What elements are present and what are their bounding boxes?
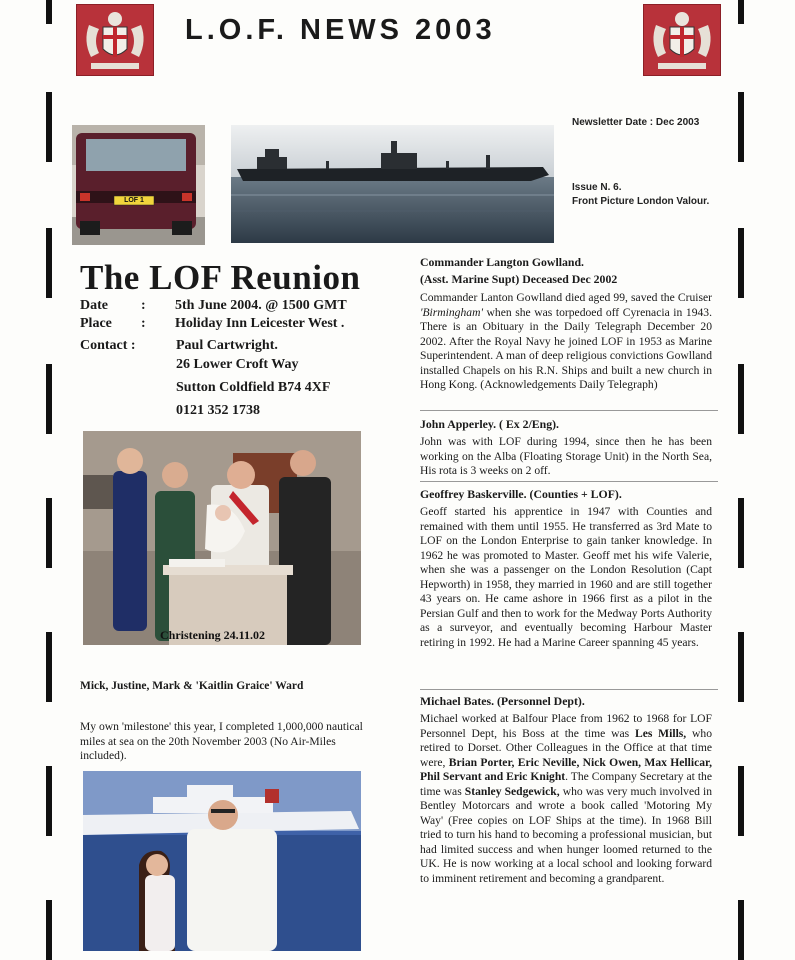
newsletter-date: Newsletter Date : Dec 2003 — [572, 117, 700, 128]
contact-address-line2: Sutton Coldfield B74 4XF — [176, 380, 331, 395]
margin-bar — [46, 632, 52, 702]
margin-bar — [46, 228, 52, 298]
baskerville-heading: Geoffrey Baskerville. (Counties + LOF). — [420, 487, 622, 501]
bates-name-sedgewick: Stanley Sedgewick, — [464, 784, 560, 798]
margin-bar — [738, 92, 744, 162]
christening-photo-caption: Christening 24.11.02 — [160, 628, 266, 642]
divider — [420, 481, 718, 482]
milestone-text: My own 'milestone' this year, I completed 1,000,000 nautical miles at sea on the 20th November 2003 (No Air-Miles included). — [80, 720, 363, 762]
bates-text-3: . The Company Secretary at the time was — [420, 770, 712, 798]
ship-photo-london-valour — [231, 125, 554, 243]
bates-name-les-mills: Les Mills, — [634, 726, 687, 740]
masthead-title: L.O.F. NEWS 2003 — [185, 14, 496, 46]
margin-bar — [46, 364, 52, 434]
bates-body — [420, 712, 712, 886]
margin-bar — [46, 0, 52, 24]
bates-colleague-names: Brian Porter, Eric Neville, Nick Owen, Max Hellicar, Phil Servant and Eric Knight — [420, 755, 712, 783]
bates-text-1: Michael worked at Balfour Place from 1962 to 1968 for LOF Personnel Dept, his Boss at the time was — [420, 712, 712, 740]
coat-of-arms-left-icon — [76, 4, 154, 76]
car-photo — [72, 125, 205, 245]
date-colon: : — [141, 298, 146, 313]
place-value: Holiday Inn Leicester West . — [175, 316, 345, 331]
christening-caption: Mick, Justine, Mark & 'Kaitlin Graice' Ward — [80, 680, 304, 692]
gowlland-heading: Commander Langton Gowlland. — [420, 255, 584, 269]
apperley-heading: John Apperley. ( Ex 2/Eng). — [420, 417, 559, 431]
contact-address-line1: 26 Lower Croft Way — [176, 357, 299, 372]
margin-bar — [46, 92, 52, 162]
gowlland-ship-name: 'Birmingham' — [420, 305, 483, 319]
reunion-headline: The LOF Reunion — [80, 258, 361, 297]
margin-bar — [738, 900, 744, 960]
gowlland-body-start: Commander Lanton Gowlland died aged 99, saved the Cruiser — [420, 291, 712, 304]
margin-bar — [738, 632, 744, 702]
gowlland-subheading: (Asst. Marine Supt) Deceased Dec 2002 — [420, 272, 618, 286]
date-label: Date — [80, 298, 108, 313]
issue-number: Issue N. 6. — [572, 182, 622, 193]
date-value: 5th June 2004. @ 1500 GMT — [175, 298, 347, 313]
place-colon: : — [141, 316, 146, 331]
cruise-photo — [83, 771, 361, 951]
front-picture-note: Front Picture London Valour. — [572, 196, 710, 207]
margin-bar — [738, 0, 744, 24]
margin-bar — [46, 766, 52, 836]
margin-bar — [46, 900, 52, 960]
place-label: Place — [80, 316, 112, 331]
bates-text-2: who retired to Dorset. Other Colleagues in the Office at that time were, — [420, 726, 712, 769]
baskerville-body: Geoff started his apprentice in 1947 with Counties and remained with them until 1955. He transferred as 3rd Mate to LOF on the London Enterprise to gain tanker knowledge. In 1962 he was promoted to Master. Geoff met his wife Valerie, when she was a passenger on the London Resolution (Capt Hepworth) in 1958, they married in 1960 and are still together 43 years on. He came ashore in 1966 first as a pilot in the Persian Gulf and then to work for the Medway Ports Authority as a surveyor, and eventually becoming Harbour Master retiring in 1992. He had a Marine Career spanning 45 years. — [420, 505, 712, 649]
divider — [420, 689, 718, 690]
margin-bar — [738, 498, 744, 568]
christening-photo — [83, 431, 361, 645]
margin-bar — [738, 766, 744, 836]
margin-bar — [738, 228, 744, 298]
contact-name: Paul Cartwright. — [176, 338, 278, 353]
apperley-body: John was with LOF during 1994, since then he has been working on the Alba (Floating Storage Unit) in the North Sea, His rota is 3 weeks on 2 off. — [420, 435, 712, 477]
contact-phone: 0121 352 1738 — [176, 403, 260, 418]
bates-heading: Michael Bates. (Personnel Dept). — [420, 694, 585, 708]
gowlland-body — [420, 291, 712, 393]
margin-bar — [46, 498, 52, 568]
margin-bar — [738, 364, 744, 434]
divider — [420, 410, 718, 411]
car-number-plate: LOF 1 — [124, 197, 144, 204]
gowlland-body-rest: when she was torpedoed off Cyrenacia in 1943. There is an Obituary in the Daily Telegraph December 20 2002. After the Royal Navy he joined LOF in 1953 as Marine Superintendent. A man of deep religious convictions Gowlland installed Chapels on his R.N. Ships and built a new church in Hong Kong. (Acknowledgements Daily Telegraph) — [420, 305, 712, 391]
bates-text-4: who was very much involved in Bentley Motorcars and wrote a book called 'Motoring My Way' (Free copies on LOF Ships at the time). In 1968 Bill tried to turn his hand to becoming a professional musician, but had limited success and when hunger loomed returned to the UK. He is now working at a local school and looking forward to imminent retirement and becoming a grandparent. — [420, 784, 712, 885]
coat-of-arms-right-icon — [643, 4, 721, 76]
contact-label: Contact : — [80, 338, 136, 353]
